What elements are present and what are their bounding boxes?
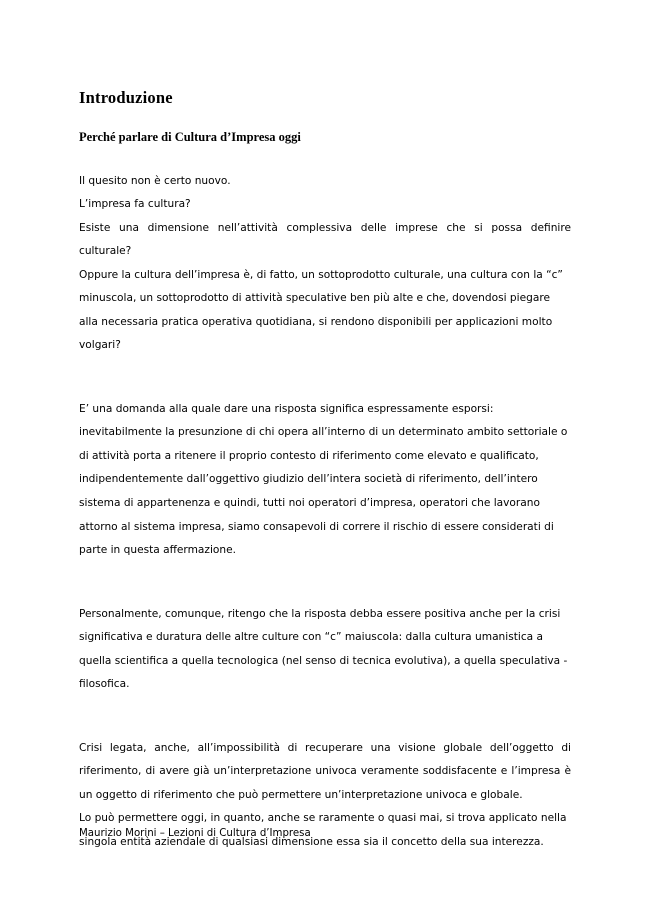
- paragraph-spacer: [79, 583, 571, 603]
- paragraph-line: Oppure la cultura dell’impresa è, di fatto, un sottoprodotto culturale, una cultura con la “c” minuscola, un sottoprodotto di attività speculative ben più alte e che, dovendosi piegare alla necessaria pratica operativa quotidiana, si rendono disponibili per applicazioni molto volgari?: [79, 268, 563, 352]
- paragraph-2: [79, 398, 571, 563]
- paragraph-line: Lo può permettere oggi, in quanto, anche se raramente o quasi mai, si trova applicato nella singola entità aziendale di qualsiasi dimensione essa sia il concetto della sua interezza.: [79, 812, 567, 848]
- paragraph-line: L’impresa fa cultura?: [79, 198, 191, 211]
- paragraph-line: Esiste una dimensione nell’attività complessiva delle imprese che si possa definire culturale?: [79, 221, 571, 258]
- paragraph-line: Il quesito non è certo nuovo.: [79, 174, 231, 187]
- paragraph-line: E’ una domanda alla quale dare una risposta significa espressamente esporsi: inevitabilmente la presunzione di chi opera all’interno di un determinato ambito settoriale o di attività porta a ritenere il proprio contesto di riferimento come elevato e qualificato, indipendentemente dall’oggettivo giudizio dell’intera società di riferimento, dell’intero sistema di appartenenza e quindi, tutti noi operatori d’impresa, operatori che lavorano attorno al sistema impresa, siamo consapevoli di correre il rischio di essere considerati di parte in questa affermazione.: [79, 402, 568, 557]
- paragraph-spacer: [79, 717, 571, 737]
- page-title: Introduzione: [79, 88, 173, 107]
- paragraph-3: [79, 603, 571, 697]
- paragraph-line: Personalmente, comunque, ritengo che la risposta debba essere positiva anche per la crisi significativa e duratura delle altre culture con “c” maiuscola: dalla cultura umanistica a quella scientifica a quella tecnologica (nel senso di tecnica evolutiva), a quella speculativa -filosofica.: [79, 607, 568, 691]
- page-footer: Maurizio Morini – Lezioni di Cultura d’Impresa: [79, 827, 311, 839]
- paragraph-1: [79, 170, 571, 358]
- page-subtitle: Perché parlare di Cultura d’Impresa oggi: [79, 129, 301, 144]
- paragraph-spacer: [79, 378, 571, 398]
- paragraph-line: Crisi legata, anche, all’impossibilità di recuperare una visione globale dell’oggetto di riferimento, di avere già un’interpretazione univoca veramente soddisfacente e l’impresa è un oggetto di riferimento che può permettere un’interpretazione univoca e globale.: [79, 741, 571, 801]
